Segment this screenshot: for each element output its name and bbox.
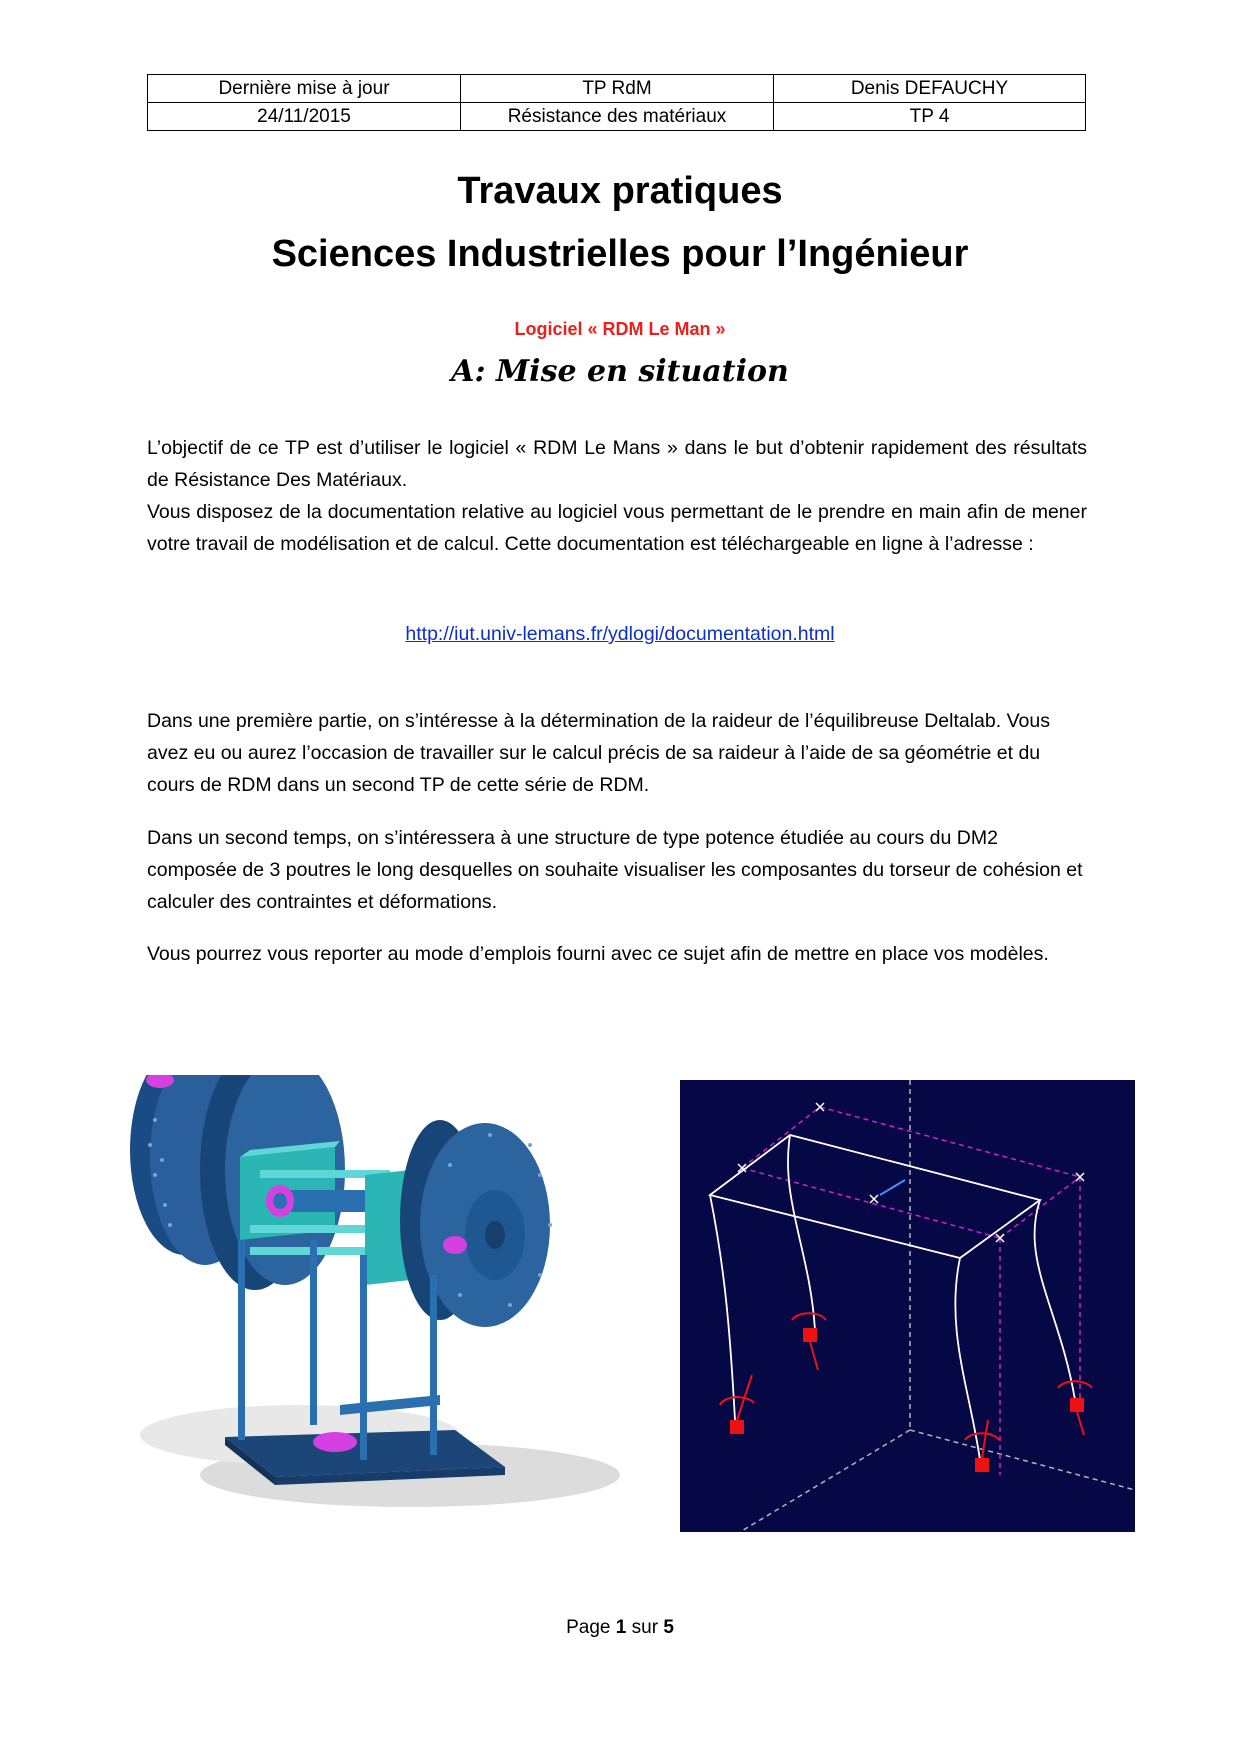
page-subtitle: Sciences Industrielles pour l’Ingénieur xyxy=(271,233,969,275)
paragraph-part2: Dans un second temps, on s’intéressera à une structure de type potence étudiée au cours du DM2 composée de 3 poutres le long desquelles on souhaite visualiser les composantes du torseur de cohésion et calculer des contraintes et déformations. xyxy=(147,827,1083,913)
header-row xyxy=(148,75,1086,103)
intro-line-documentation: Vous disposez de la documentation relative au logiciel vous permettant de le prendre en main afin de mener votre travail de modélisation et de calcul. Cette documentation est téléchargeable en ligne à l’adresse : xyxy=(147,501,1087,555)
header-row xyxy=(148,103,1086,131)
header-cell-tp-number: TP 4 xyxy=(774,103,1086,131)
header-table xyxy=(147,74,1086,131)
software-subtitle: Logiciel « RDM Le Man » xyxy=(514,319,726,339)
paragraph-part1: Dans une première partie, on s’intéresse à la détermination de la raideur de l’équilibreuse Deltalab. Vous avez eu ou aurez l’occasion de travailler sur le calcul précis de sa raideur à l’aide de sa géométrie et du cours de RDM dans un second TP de cette série de RDM. xyxy=(147,710,1050,796)
balancer-cad-figure xyxy=(110,1075,620,1535)
documentation-link[interactable]: http://iut.univ-lemans.fr/ydlogi/documentation.html xyxy=(405,623,835,645)
header-cell-subject: Résistance des matériaux xyxy=(461,103,774,131)
header-cell-author: Denis DEFAUCHY xyxy=(774,75,1086,103)
page-footer xyxy=(0,1617,1240,1639)
footer-prefix: Page xyxy=(566,1617,611,1638)
header-cell-date: 24/11/2015 xyxy=(148,103,461,131)
intro-line-objective: L’objectif de ce TP est d’utiliser le logiciel « RDM Le Mans » dans le but d’obtenir rapidement des résultats de Résistance Des Matériaux. xyxy=(147,437,1087,491)
intro-paragraph xyxy=(147,432,1087,560)
header-cell-update-label: Dernière mise à jour xyxy=(148,75,461,103)
footer-page-number: 1 xyxy=(615,1617,627,1638)
header-cell-course: TP RdM xyxy=(461,75,774,103)
rdm-deformed-frame-figure xyxy=(680,1080,1135,1532)
paragraph-part3: Vous pourrez vous reporter au mode d’emplois fourni avec ce sujet afin de mettre en place vos modèles. xyxy=(147,943,1049,965)
section-heading: A: Mise en situation xyxy=(451,354,789,389)
page-title: Travaux pratiques xyxy=(457,170,783,212)
footer-total-pages: 5 xyxy=(663,1617,674,1638)
footer-middle: sur xyxy=(631,1617,659,1638)
